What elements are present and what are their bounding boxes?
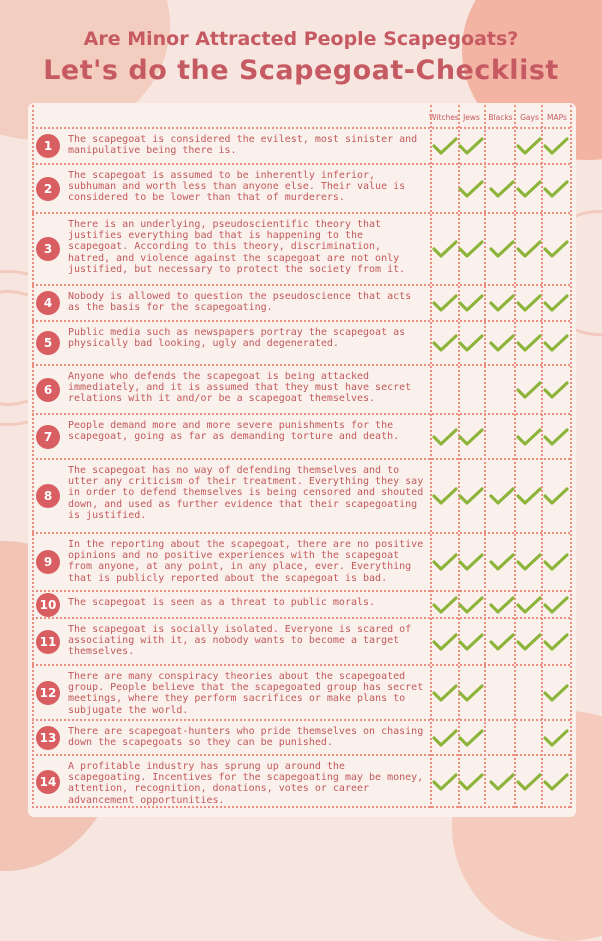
checkmark-icon [458,180,484,198]
checkmark-icon [516,137,542,155]
checkmark-icon [432,428,458,446]
row-number-badge: 6 [36,378,60,402]
checkmark-icon [516,240,542,258]
row-text: Anyone who defends the scapegoat is being attacked immediately, and it is assumed that they must have secret relations with it and/or be a scapegoat themselves. [68,371,412,405]
checkmark-icon [458,294,484,312]
row-text: The scapegoat has no way of defending themselves and to utter any criticism of their treatment. Everything they say in order to defend themselves is being censored and shouted down, and used as further evidence that their scapegoating is justified. [68,465,424,521]
checkmark-icon [458,428,484,446]
checkmark-icon [516,294,542,312]
row-number-badge: 8 [36,484,60,508]
checkmark-icon [432,553,458,571]
row-text: Public media such as newspapers portray the scapegoat as physically bad looking, ugly and degenerated. [68,327,406,350]
checkmark-icon [516,334,542,352]
checkmark-icon [516,596,542,614]
page-title: Are Minor Attracted People Scapegoats? [83,28,519,50]
checkmark-icon [489,334,515,352]
checkmark-icon [458,729,484,747]
checkmark-icon [543,633,569,651]
column-header-maps: MAPs [547,113,567,122]
row-text: The scapegoat is assumed to be inherently inferior, subhuman and worth less than anyone else. Their value is considered to be lower than that of murderers. [68,170,406,204]
row-number-badge: 10 [36,593,60,617]
row-text: There are many conspiracy theories about the scapegoated group. People believe that the scapegoated group has secret meetings, where they perform sacrifices or make plans to subjugate the world. [68,671,424,716]
column-header-gays: Gays [520,113,539,122]
row-text: The scapegoat is considered the evilest, most sinister and manipulative being there is. [68,134,418,157]
page-subtitle: Let's do the Scapegoat-Checklist [43,55,559,86]
checkmark-icon [543,137,569,155]
checkmark-icon [489,294,515,312]
checkmark-icon [543,180,569,198]
checkmark-icon [543,487,569,505]
checkmark-icon [458,553,484,571]
checkmark-icon [516,553,542,571]
checkmark-icon [432,137,458,155]
row-text: There are scapegoat-hunters who pride themselves on chasing down the scapegoats so they can be punished. [68,726,424,749]
row-number-badge: 12 [36,681,60,705]
row-number-badge: 13 [36,726,60,750]
checkmark-icon [432,334,458,352]
checkmark-icon [458,487,484,505]
checkmark-icon [543,729,569,747]
checkmark-icon [543,334,569,352]
checkmark-icon [458,334,484,352]
checkmark-icon [432,773,458,791]
checklist-row [32,617,570,664]
checkmark-icon [432,294,458,312]
column-divider [570,105,572,808]
row-number-badge: 3 [36,237,60,261]
checkmark-icon [432,684,458,702]
checkmark-icon [516,381,542,399]
checkmark-icon [432,240,458,258]
checkmark-icon [489,633,515,651]
checklist-row [32,532,570,590]
row-text: The scapegoat is socially isolated. Everyone is scared of associating with it, as nobody wants to become a target themselves. [68,624,412,658]
checkmark-icon [489,553,515,571]
checkmark-icon [543,381,569,399]
checklist-row [32,413,570,458]
checklist-row [32,320,570,364]
row-text: The scapegoat is seen as a threat to public morals. [68,597,376,608]
checklist-row [32,590,570,617]
checkmark-icon [489,180,515,198]
checkmark-icon [489,773,515,791]
checkmark-icon [489,596,515,614]
row-text: People demand more and more severe punishments for the scapegoat, going as far as demanding torture and death. [68,420,400,443]
checkmark-icon [458,137,484,155]
row-number-badge: 4 [36,291,60,315]
checklist-row [32,127,570,163]
checkmark-icon [543,596,569,614]
checkmark-icon [432,487,458,505]
checklist-row [32,163,570,212]
checklist-row [32,719,570,754]
row-text: Nobody is allowed to question the pseudoscience that acts as the basis for the scapegoating. [68,291,412,314]
checklist-row [32,212,570,284]
checkmark-icon [458,773,484,791]
checkmark-icon [516,428,542,446]
checkmark-icon [458,240,484,258]
checkmark-icon [432,729,458,747]
checklist-row [32,754,570,808]
checkmark-icon [432,596,458,614]
row-number-badge: 1 [36,134,60,158]
checkmark-icon [489,240,515,258]
checkmark-icon [516,180,542,198]
checkmark-icon [543,553,569,571]
row-number-badge: 7 [36,425,60,449]
checklist-row [32,664,570,719]
checkmark-icon [458,633,484,651]
checkmark-icon [489,487,515,505]
checkmark-icon [543,428,569,446]
row-text: In the reporting about the scapegoat, there are no positive opinions and no positive experiences with the scapegoat from anyone, at any point, in any place, ever. Everything that is publicly reported about the scapegoat is bad. [68,539,424,584]
checkmark-icon [543,240,569,258]
checkmark-icon [543,294,569,312]
checklist-row [32,458,570,532]
row-number-badge: 9 [36,550,60,574]
row-number-badge: 11 [36,630,60,654]
checklist-row [32,284,570,320]
checkmark-icon [516,487,542,505]
checkmark-icon [432,633,458,651]
checkmark-icon [458,684,484,702]
checkmark-icon [458,596,484,614]
row-text: A profitable industry has sprung up around the scapegoating. Incentives for the scapegoating may be money, attention, recognition, donations, votes or career advancement opportunities. [68,761,424,806]
row-number-badge: 5 [36,331,60,355]
row-number-badge: 2 [36,177,60,201]
checkmark-icon [516,773,542,791]
checkmark-icon [516,633,542,651]
column-header-jews: Jews [463,113,480,122]
checklist-row [32,364,570,413]
row-number-badge: 14 [36,770,60,794]
checkmark-icon [543,773,569,791]
column-header-blacks: Blacks [488,113,513,122]
column-header-witches: Witches [429,113,459,122]
checkmark-icon [543,684,569,702]
row-text: There is an underlying, pseudoscientific theory that justifies everything bad that is happening to the scapegoat. According to this theory, discrimination, hatred, and violence against the scapegoat are not only justified, but necessary to protect the society from it. [68,219,406,275]
